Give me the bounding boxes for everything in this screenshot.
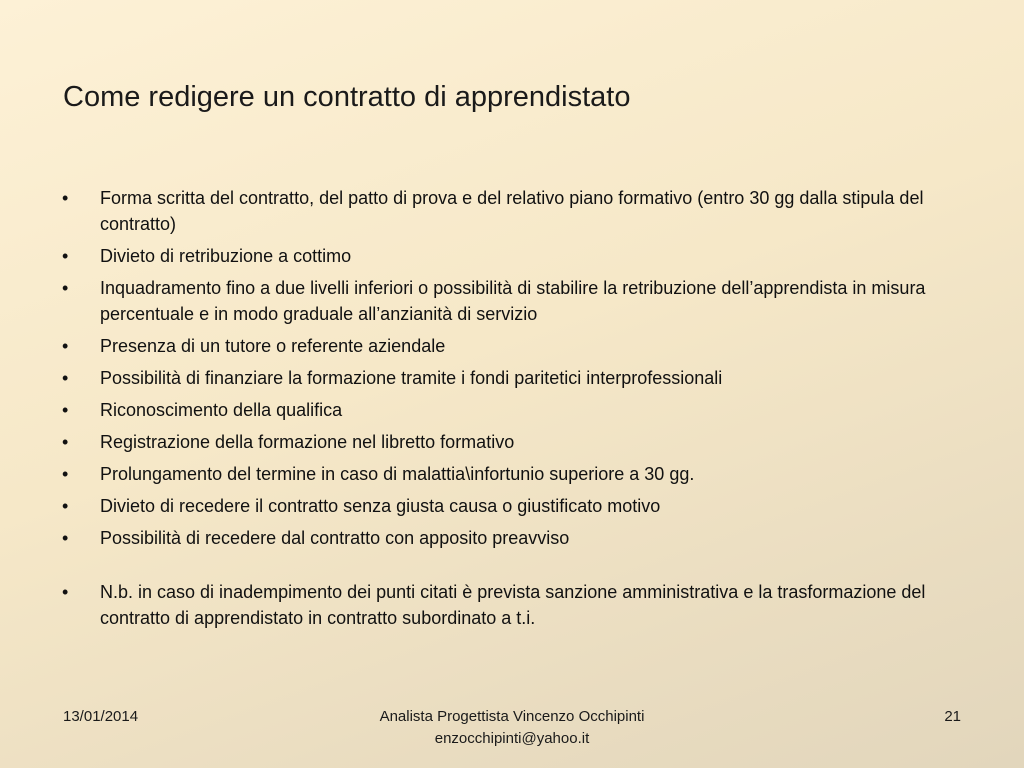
bullet-icon: •	[62, 400, 69, 420]
footer-author-email: enzocchipinti@yahoo.it	[434, 730, 590, 747]
footer-date: 13/01/2014	[63, 708, 139, 725]
bullet-icon: •	[62, 464, 69, 484]
bullet-icon: •	[62, 582, 69, 602]
bullet-item	[62, 525, 962, 551]
bullet-list	[62, 185, 962, 637]
bullet-item	[62, 185, 962, 237]
bullet-item-note	[62, 579, 962, 631]
bullet-item	[62, 397, 962, 423]
bullet-icon: •	[62, 496, 69, 516]
bullet-text: Presenza di un tutore o referente aziendale	[100, 336, 446, 356]
bullet-text: Forma scritta del contratto, del patto di prova e del relativo piano formativo (entro 30 gg dalla stipula del contratto)	[100, 188, 924, 234]
footer-page-number: 21	[944, 708, 961, 725]
bullet-item	[62, 275, 962, 327]
bullet-item	[62, 243, 962, 269]
footer-author-name: Analista Progettista Vincenzo Occhipinti	[379, 708, 645, 725]
bullet-text: N.b. in caso di inadempimento dei punti citati è prevista sanzione amministrativa e la trasformazione del contratto di apprendistato in contratto subordinato a t.i.	[100, 582, 926, 628]
slide-title: Come redigere un contratto di apprendistato	[63, 81, 631, 113]
bullet-text: Possibilità di finanziare la formazione tramite i fondi paritetici interprofessionali	[100, 368, 723, 388]
bullet-icon: •	[62, 432, 69, 452]
bullet-item	[62, 429, 962, 455]
bullet-text: Inquadramento fino a due livelli inferiori o possibilità di stabilire la retribuzione dell’apprendista in misura percentuale e in modo graduale all’anzianità di servizio	[100, 278, 926, 324]
bullet-icon: •	[62, 528, 69, 548]
bullet-icon: •	[62, 368, 69, 388]
bullet-item	[62, 493, 962, 519]
bullet-icon: •	[62, 278, 69, 298]
bullet-icon: •	[62, 336, 69, 356]
bullet-item	[62, 333, 962, 359]
bullet-text: Riconoscimento della qualifica	[100, 400, 343, 420]
bullet-item	[62, 365, 962, 391]
bullet-text: Possibilità di recedere dal contratto con apposito preavviso	[100, 528, 570, 548]
bullet-text: Prolungamento del termine in caso di malattia\infortunio superiore a 30 gg.	[100, 464, 695, 484]
footer-author	[312, 706, 712, 750]
bullet-item	[62, 461, 962, 487]
bullet-text: Divieto di recedere il contratto senza giusta causa o giustificato motivo	[100, 496, 661, 516]
bullet-icon: •	[62, 188, 69, 208]
bullet-text: Divieto di retribuzione a cottimo	[100, 246, 352, 266]
bullet-icon: •	[62, 246, 69, 266]
bullet-text: Registrazione della formazione nel libretto formativo	[100, 432, 515, 452]
